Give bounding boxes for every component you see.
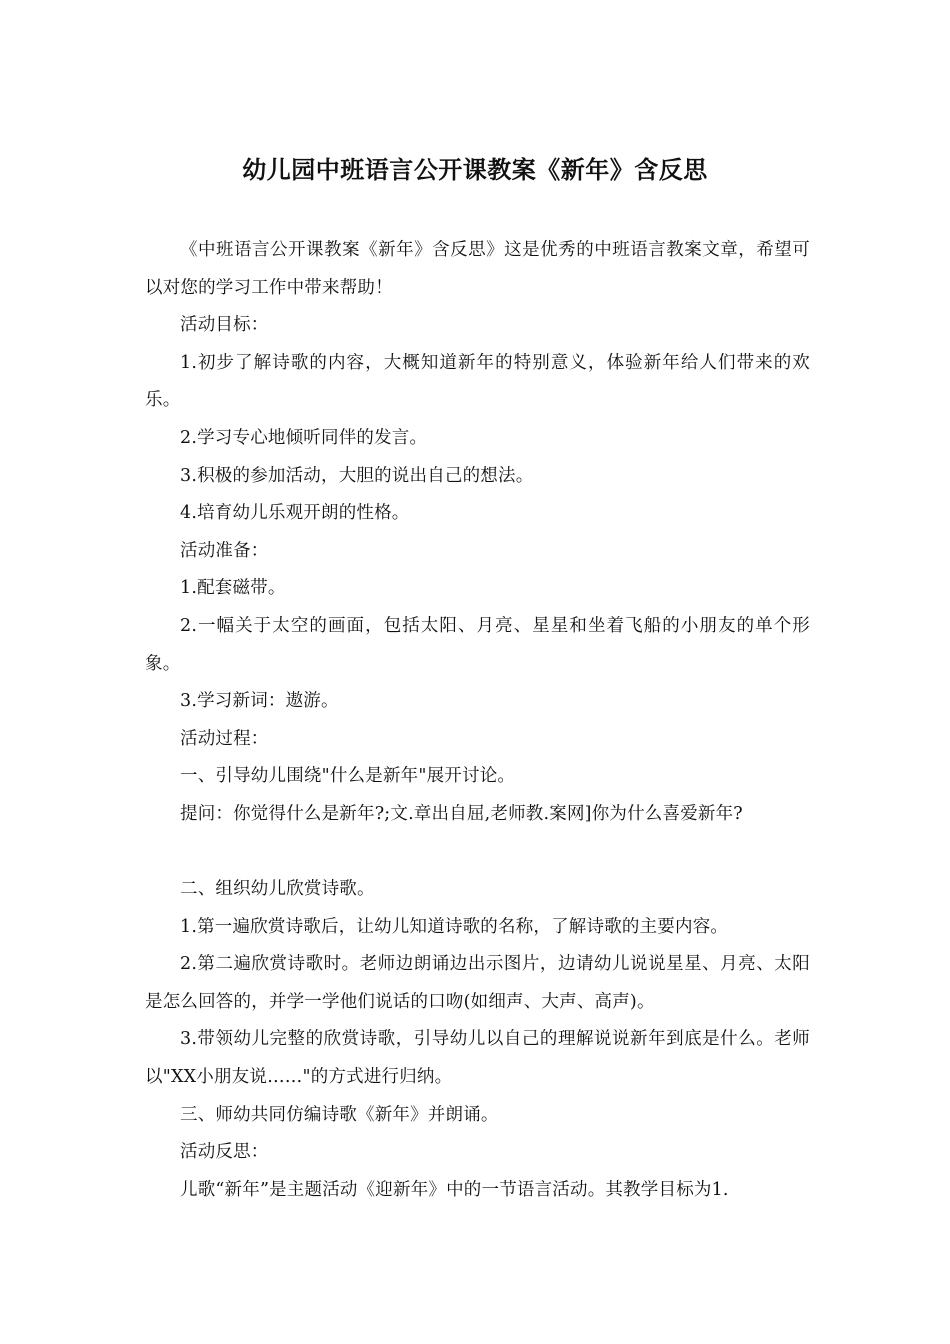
preparation-item-2: 2.一幅关于太空的画面，包括太阳、月亮、星星和坐着飞船的小朋友的单个形象。	[145, 615, 810, 674]
heading-activity-preparation: 活动准备：	[180, 540, 269, 561]
goal-item-1: 1.初步了解诗歌的内容，大概知道新年的特别意义，体验新年给人们带来的欢乐。	[145, 352, 810, 411]
reflection-paragraph: 儿歌“新年”是主题活动《迎新年》中的一节语言活动。其教学目标为1.	[180, 1179, 729, 1200]
process-step-2-item-1: 1.第一遍欣赏诗歌后，让幼儿知道诗歌的名称，了解诗歌的主要内容。	[180, 916, 729, 937]
heading-activity-goals: 活动目标：	[180, 315, 269, 336]
process-step-2-item-3: 3.带领幼儿完整的欣赏诗歌，引导幼儿以自己的理解说说新年到底是什么。老师以"XX小朋友说……"的方式进行归纳。	[145, 1029, 810, 1088]
process-step-1: 一、引导幼儿围绕"什么是新年"展开讨论。	[180, 766, 516, 787]
process-step-2-item-2: 2.第二遍欣赏诗歌时。老师边朗诵边出示图片，边请幼儿说说星星、月亮、太阳是怎么回答的，并学一学他们说话的口吻(如细声、大声、高声)。	[145, 954, 810, 1012]
heading-activity-reflection: 活动反思：	[180, 1142, 269, 1163]
goal-item-4: 4.培育幼儿乐观开朗的性格。	[180, 503, 410, 524]
goal-item-2: 2.学习专心地倾听同伴的发言。	[180, 427, 428, 448]
preparation-item-3: 3.学习新词：遨游。	[180, 691, 339, 712]
document-title: 幼儿园中班语言公开课教案《新年》含反思	[242, 156, 708, 184]
document-body	[145, 232, 810, 1209]
paragraph-intro: 《中班语言公开课教案《新年》含反思》这是优秀的中班语言教案文章，希望可以对您的学习工作中带来帮助！	[145, 240, 810, 298]
process-step-2: 二、组织幼儿欣赏诗歌。	[180, 879, 375, 900]
goal-item-3: 3.积极的参加活动，大胆的说出自己的想法。	[180, 465, 534, 486]
preparation-item-1: 1.配套磁带。	[180, 578, 286, 599]
heading-activity-process: 活动过程：	[180, 728, 269, 749]
blank-line	[145, 834, 810, 872]
process-question: 提问：你觉得什么是新年?;文.章出自屈,老师教.案网]你为什么喜爱新年?	[180, 803, 743, 824]
process-step-3: 三、师幼共同仿编诗歌《新年》并朗诵。	[180, 1104, 499, 1125]
